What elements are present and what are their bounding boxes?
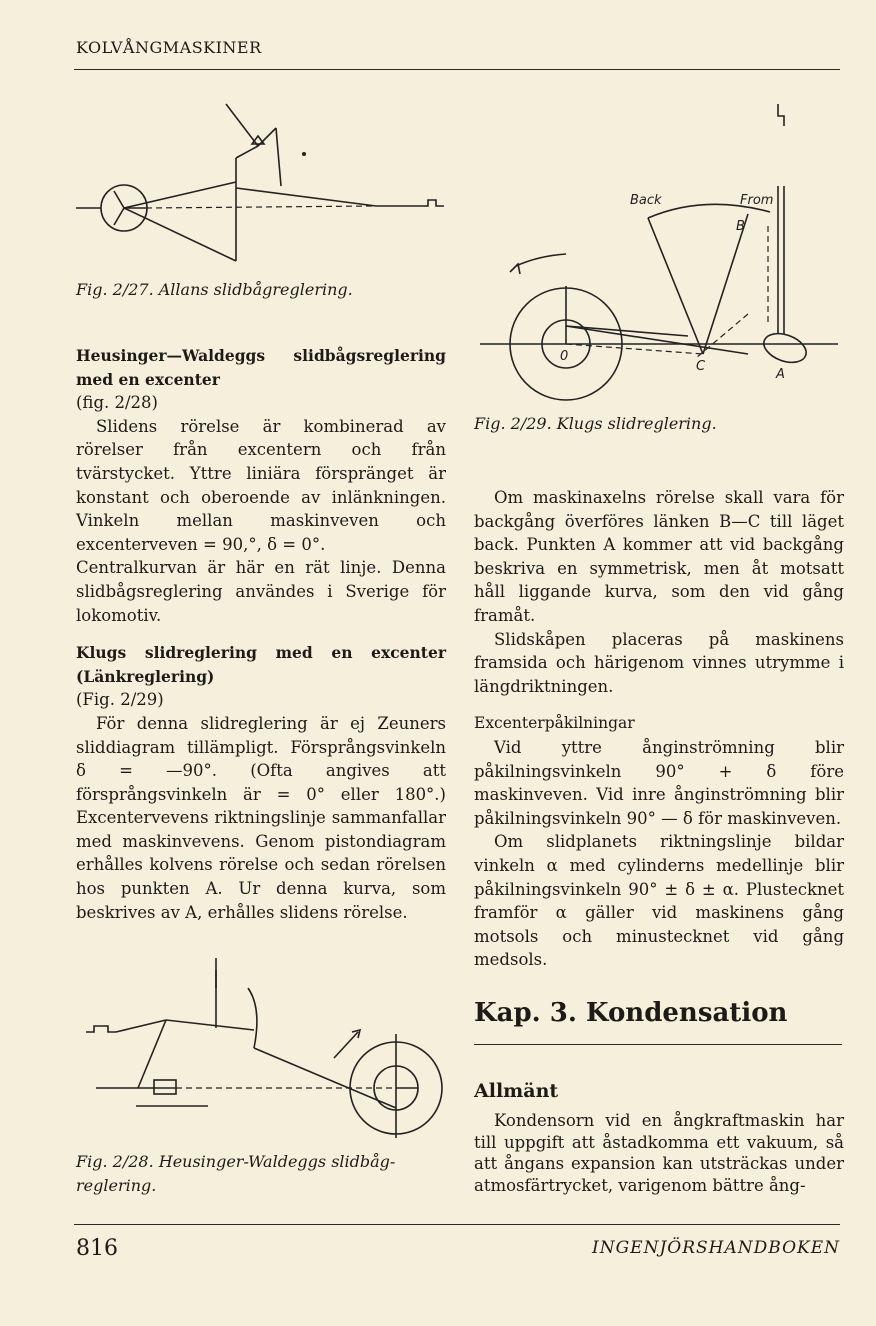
right-paragraph-2: Slidskåpen placeras på maskinens framsida och härigenom vinnes utrymme i längdriktningen. xyxy=(474,629,844,696)
klugs-heading: Klugs slidreglering med en excenter (Länkreglering) xyxy=(76,643,446,686)
klugs-ref: (Fig. 2/29) xyxy=(76,690,164,710)
figure-2-27-diagram xyxy=(76,96,456,276)
figure-2-28-caption-line-1: Fig. 2/28. Heusinger-Waldeggs slidbåg- xyxy=(76,1152,396,1171)
label-b: B xyxy=(736,219,745,234)
figure-2-28-diagram xyxy=(76,948,456,1138)
figure-2-28-caption-line-2: reglering. xyxy=(76,1176,157,1195)
klugs-paragraph-1: För denna slidreglering är ej Zeuners sliddiagram tillämpligt. Försprångsvinkeln δ = —90°. (Ofta angives att försprångsvinkeln är = 0° eller 180°.) Excentervevens riktningslinje sammanfallar med maskinvevens. Genom pistondiagram erhålles kolvens rörelse och sedan rörelsen hos punkten A. Ur denna kurva, som beskrives av A, erhålles slidens rörelse. xyxy=(76,713,446,922)
label-o: 0 xyxy=(560,349,569,364)
figure-2-28-caption xyxy=(76,1150,446,1198)
right-paragraph-1: Om maskinaxelns rörelse skall vara för backgång överföres länken B—C till läget back. Punkten A kommer att vid backgång beskriva en symmetrisk, men åt motsatt håll liggande kurva, som den vid gång framåt. xyxy=(474,488,844,625)
figure-2-29-caption: Fig. 2/29. Klugs slidreglering. xyxy=(474,414,717,433)
heusinger-heading: Heusinger—Waldeggs slidbågsreglering med en excenter xyxy=(76,346,446,389)
heusinger-paragraph-2: Centralkurvan är här en rät linje. Denna slidbågsreglering användes i Sverige för lokomotiv. xyxy=(76,558,446,625)
allmant-paragraph-1: Kondensorn vid en ångkraftmaskin har till uppgift att åstadkomma ett vakuum, så att ångans expansion kan utsträckas under atmosfärtrycket, varigenom bättre ång- xyxy=(474,1111,844,1195)
right-column xyxy=(474,486,844,972)
label-a: A xyxy=(776,367,785,382)
excenter-heading: Excenterpåkilningar xyxy=(474,714,635,733)
heusinger-paragraph-1: Slidens rörelse är kombinerad av rörelser från excentern och från tvärstycket. Yttre liniära förspränget är konstant och oberoende av inlänkningen. Vinkeln mellan maskinveven och excenterveven = 90,°, δ = 0°. xyxy=(76,416,446,554)
header-rule xyxy=(74,69,840,70)
left-column xyxy=(76,344,446,924)
excenter-paragraph-2: Om slidplanets riktningslinje bildar vinkeln α med cylinderns medellinje blir påkilningsvinkeln 90° ± δ ± α. Plustecknet framför α gäller vid maskinens gång motsols och minustecknet vid gång medsols. xyxy=(474,832,844,970)
footer-rule xyxy=(74,1224,840,1225)
chapter-rule xyxy=(474,1044,842,1045)
label-from: From xyxy=(740,193,774,208)
label-c: C xyxy=(696,359,706,374)
label-back: Back xyxy=(630,193,662,208)
allmant-block xyxy=(474,1110,844,1196)
figure-2-27-caption: Fig. 2/27. Allans slidbågreglering. xyxy=(76,280,353,299)
heusinger-ref: (fig. 2/28) xyxy=(76,393,158,413)
allmant-heading: Allmänt xyxy=(474,1080,559,1102)
chapter-heading: Kap. 3. Kondensation xyxy=(474,998,788,1028)
page-number: 816 xyxy=(76,1236,118,1261)
excenter-paragraph-1: Vid yttre ånginströmning blir påkilningsvinkeln 90° + δ före maskinveven. Vid inre ånginströmning blir påkilningsvinkeln 90° — δ för maskinveven. xyxy=(474,737,844,828)
running-header: KOLVÅNGMASKINER xyxy=(76,38,262,57)
figure-2-29-diagram xyxy=(478,96,838,406)
book-title: INGENJÖRSHANDBOKEN xyxy=(592,1238,840,1258)
